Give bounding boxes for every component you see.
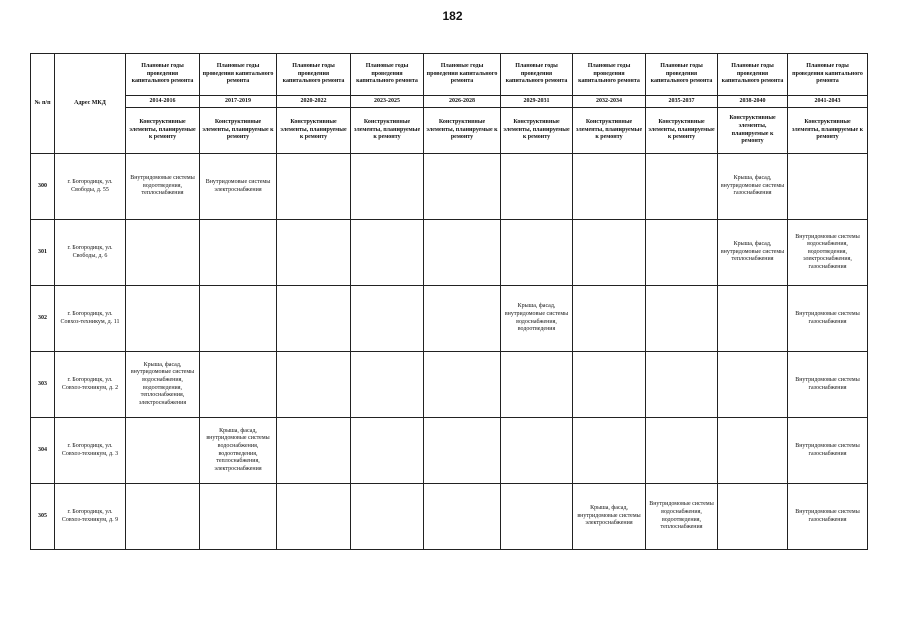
- period-heading: Плановые годы проведения капитального ремонта: [718, 54, 788, 96]
- period-heading: Плановые годы проведения капитального ремонта: [126, 54, 200, 96]
- repair-cell: [573, 418, 646, 484]
- repair-cell: [424, 418, 501, 484]
- period-heading: Плановые годы проведения капитального ремонта: [277, 54, 351, 96]
- repair-cell: [646, 286, 718, 352]
- repair-cell: [501, 154, 573, 220]
- subheading-row: [31, 108, 868, 154]
- repair-cell: Крыша, фасад, внутридомовые системы газоснабжения: [718, 154, 788, 220]
- repair-cell: [646, 352, 718, 418]
- repair-cell: [126, 418, 200, 484]
- repair-cell: [277, 220, 351, 286]
- table-row: [31, 418, 868, 484]
- period-years: 2035-2037: [646, 96, 718, 108]
- repair-cell: [718, 352, 788, 418]
- period-heading: Плановые годы проведения капитального ремонта: [501, 54, 573, 96]
- repair-cell: Крыша, фасад, внутридомовые системы водоснабжения, водоотведения: [501, 286, 573, 352]
- period-subheading: Конструктивные элементы, планируемые к ремонту: [573, 108, 646, 154]
- repair-cell: [646, 418, 718, 484]
- table-row: [31, 154, 868, 220]
- repair-cell: [424, 286, 501, 352]
- repair-cell: [351, 154, 424, 220]
- period-years: 2032-2034: [573, 96, 646, 108]
- row-address: г. Богородицк, ул. Свободы, д. 6: [55, 220, 126, 286]
- repair-cell: Крыша, фасад, внутридомовые системы водоснабжения, водоотведения, теплоснабжения, электроснабжения: [200, 418, 277, 484]
- repair-cell: [573, 286, 646, 352]
- repair-cell: Внутридомовые системы газоснабжения: [788, 418, 868, 484]
- period-years: 2014-2016: [126, 96, 200, 108]
- period-subheading: Конструктивные элементы, планируемые к ремонту: [351, 108, 424, 154]
- column-header-number: № п/п: [31, 54, 55, 154]
- period-subheading: Конструктивные элементы, планируемые к ремонту: [277, 108, 351, 154]
- period-heading: Плановые годы проведения капитального ремонта: [573, 54, 646, 96]
- period-subheading: Конструктивные элементы, планируемые к ремонту: [424, 108, 501, 154]
- page-number: 182: [442, 9, 463, 23]
- repair-cell: [200, 220, 277, 286]
- repair-cell: [788, 154, 868, 220]
- repair-cell: [424, 154, 501, 220]
- period-subheading: Конструктивные элементы, планируемые к ремонту: [501, 108, 573, 154]
- repair-cell: Внутридомовые системы водоотведения, теплоснабжения: [126, 154, 200, 220]
- repair-cell: [718, 418, 788, 484]
- repair-cell: Внутридомовые системы газоснабжения: [788, 484, 868, 550]
- repair-cell: Крыша, фасад, внутридомовые системы электроснабжения: [573, 484, 646, 550]
- period-subheading: Конструктивные элементы, планируемые к ремонту: [126, 108, 200, 154]
- table-row: [31, 352, 868, 418]
- repair-cell: [501, 352, 573, 418]
- column-header-address: Адрес МКД: [55, 54, 126, 154]
- period-subheading: Конструктивные элементы, планируемые к ремонту: [718, 108, 788, 154]
- repair-cell: [424, 352, 501, 418]
- repair-cell: [351, 286, 424, 352]
- repair-cell: [126, 484, 200, 550]
- repair-cell: Внутридомовые системы водоснабжения, водоотведения, электроснабжения, газоснабжения: [788, 220, 868, 286]
- repair-cell: [573, 220, 646, 286]
- row-address: г. Богородицк, ул. Свободы, д. 55: [55, 154, 126, 220]
- row-address: г. Богородицк, ул. Совхоз-техникум, д. 9: [55, 484, 126, 550]
- capital-repair-table: [30, 53, 868, 550]
- row-number: 304: [31, 418, 55, 484]
- repair-cell: [424, 484, 501, 550]
- repair-cell: [351, 418, 424, 484]
- period-subheading: Конструктивные элементы, планируемые к ремонту: [646, 108, 718, 154]
- repair-cell: Внутридомовые системы водоснабжения, водоотведения, теплоснабжения: [646, 484, 718, 550]
- repair-cell: [200, 352, 277, 418]
- header-row: [31, 54, 868, 96]
- period-years: 2020-2022: [277, 96, 351, 108]
- period-years: 2038-2040: [718, 96, 788, 108]
- period-years: 2026-2028: [424, 96, 501, 108]
- repair-cell: [351, 352, 424, 418]
- years-row: [31, 96, 868, 108]
- row-address: г. Богородицк, ул. Совхоз-техникум, д. 11: [55, 286, 126, 352]
- period-years: 2017-2019: [200, 96, 277, 108]
- period-years: 2041-2043: [788, 96, 868, 108]
- repair-cell: [501, 220, 573, 286]
- repair-cell: Внутридомовые системы газоснабжения: [788, 286, 868, 352]
- row-number: 305: [31, 484, 55, 550]
- repair-cell: [277, 484, 351, 550]
- repair-cell: Внутридомовые системы электроснабжения: [200, 154, 277, 220]
- repair-cell: [126, 286, 200, 352]
- repair-cell: [277, 418, 351, 484]
- table-row: [31, 220, 868, 286]
- repair-cell: [718, 286, 788, 352]
- period-years: 2023-2025: [351, 96, 424, 108]
- repair-cell: [424, 220, 501, 286]
- period-heading: Плановые годы проведения капитального ремонта: [424, 54, 501, 96]
- period-heading: Плановые годы проведения капитального ремонта: [351, 54, 424, 96]
- row-number: 303: [31, 352, 55, 418]
- repair-cell: [351, 484, 424, 550]
- repair-cell: [200, 286, 277, 352]
- repair-cell: [126, 220, 200, 286]
- repair-cell: Крыша, фасад, внутридомовые системы теплоснабжения: [718, 220, 788, 286]
- row-address: г. Богородицк, ул. Совхоз-техникум, д. 2: [55, 352, 126, 418]
- repair-cell: [501, 418, 573, 484]
- repair-cell: [573, 352, 646, 418]
- repair-cell: [277, 352, 351, 418]
- repair-cell: [573, 154, 646, 220]
- repair-cell: [351, 220, 424, 286]
- period-heading: Плановые годы проведения капитального ремонта: [788, 54, 868, 96]
- row-number: 302: [31, 286, 55, 352]
- period-heading: Плановые годы проведения капитального ремонта: [200, 54, 277, 96]
- row-address: г. Богородицк, ул. Совхоз-техникум, д. 3: [55, 418, 126, 484]
- period-subheading: Конструктивные элементы, планируемые к ремонту: [788, 108, 868, 154]
- repair-cell: [646, 154, 718, 220]
- repair-cell: [501, 484, 573, 550]
- repair-cell: [200, 484, 277, 550]
- repair-cell: [718, 484, 788, 550]
- repair-cell: [646, 220, 718, 286]
- repair-cell: [277, 286, 351, 352]
- table-row: [31, 484, 868, 550]
- period-subheading: Конструктивные элементы, планируемые к ремонту: [200, 108, 277, 154]
- repair-cell: [277, 154, 351, 220]
- period-years: 2029-2031: [501, 96, 573, 108]
- repair-cell: Внутридомовые системы газоснабжения: [788, 352, 868, 418]
- table-row: [31, 286, 868, 352]
- row-number: 301: [31, 220, 55, 286]
- row-number: 300: [31, 154, 55, 220]
- repair-cell: Крыша, фасад, внутридомовые системы водоснабжения, водоотведения, теплоснабжения, электроснабжения: [126, 352, 200, 418]
- period-heading: Плановые годы проведения капитального ремонта: [646, 54, 718, 96]
